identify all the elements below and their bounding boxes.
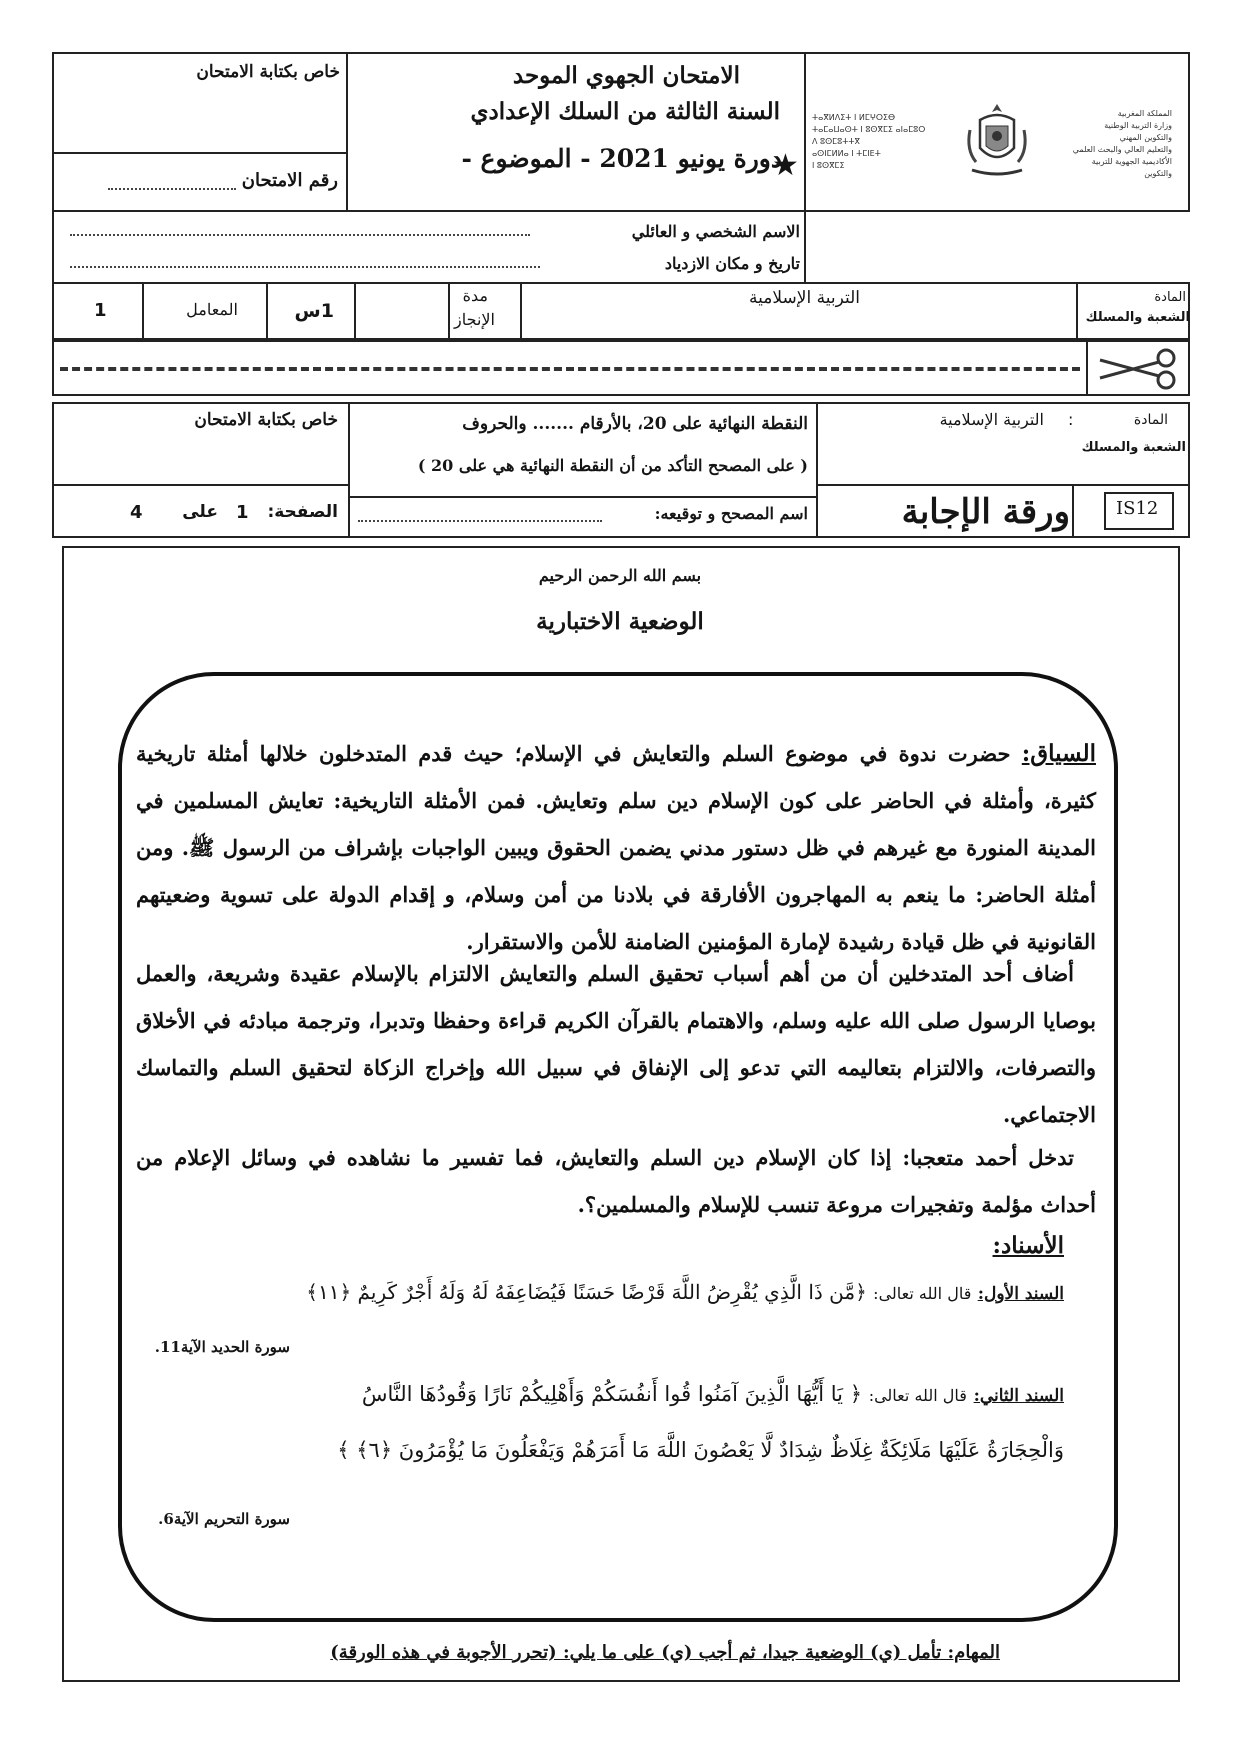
source-1-label: السند الأول: [977, 1284, 1064, 1304]
grader-signature-field[interactable] [358, 520, 602, 522]
cut-dashed-line [60, 367, 1080, 371]
duration-label-1: مدة [462, 286, 488, 305]
exam-number-field[interactable] [108, 188, 236, 190]
office-use-label-answer: خاص بكتابة الامتحان [194, 410, 338, 430]
source-2-label: السند الثاني: [973, 1386, 1064, 1406]
office-use-label-top: خاص بكتابة الامتحان [196, 62, 340, 82]
basmala: بسم الله الرحمن الرحيم [538, 566, 702, 585]
coat-of-arms-icon [962, 100, 1032, 180]
sources-label: الأسناد: [992, 1232, 1064, 1259]
source-2-verse-b: وَالْحِجَارَةُ عَلَيْهَا مَلَائِكَةٌ غِلَاظٌ شِدَادٌ لَّا يَعْصُونَ اللَّهَ مَا أَمَرَهُمْ وَيَفْعَلُونَ مَا يُؤْمَرُونَ ﴿٦﴾ ﴾ [337, 1438, 1064, 1462]
source-1-ref: سورة الحديد الآية11. [154, 1338, 290, 1356]
grader-name-label: اسم المصحح و توقيعه: [654, 504, 808, 523]
ministry-text-ar: المملكة المغربية وزارة التربية الوطنية والتكوين المهني والتعليم العالي والبحث العلمي الأكاديمية الجهوية للتربية والتكوين [1072, 109, 1172, 178]
birth-field[interactable] [70, 266, 540, 268]
birth-label: تاريخ و مكان الازدياد [664, 254, 800, 273]
context-paragraph [136, 730, 1096, 965]
page-total: 4 [130, 502, 143, 523]
answer-sheet-title: ورقة الإجابة [901, 492, 1070, 532]
answer-subject-value: التربية الإسلامية [939, 410, 1044, 429]
context-text: حضرت ندوة في موضوع السلم والتعايش في الإسلام؛ حيث قدم المتدخلون خلالها أمثلة تاريخية كثيرة، وأمثلة في الحاضر على كون الإسلام دين سلم وتعايش. فمن الأمثلة التاريخية: تعايش المسلمين في المدينة المنورة مع غيرهم في ظل دستور مدني يضمن الحقوق ويبين الواجبات بإشراف من الرسول ﷺ. ومن أمثلة الحاضر: ما ينعم به المهاجرون الأفارقة في بلادنا من أمن وسلام، و إقدام الدولة على تسوية وضعيتهم القانونية في ظل قيادة رشيدة لإمارة المؤمنين الضامنة للأمن والاستقرار. [136, 741, 1096, 954]
page-current: 1 [236, 502, 249, 523]
star-icon: ★ [772, 148, 799, 183]
answer-stream-label: الشعبة والمسلك [1081, 440, 1186, 455]
paragraph-2: أضاف أحد المتدخلين أن من أهم أسباب تحقيق السلم والتعايش الالتزام بالإسلام عقيدة وشريعة، والعمل بوصايا الرسول صلى الله عليه وسلم، والاهتمام بالقرآن الكريم قراءة وحفظا وتدبرا، وترجمة مبادئه في الأخلاق والتصرفات، والالتزام بتعاليمه التي تدعو إلى الإنفاق في سبيل الله وإخراج الزكاة لتحقيق السلم والتماسك الاجتماعي. [136, 961, 1096, 1127]
tasks-line: المهام: تأمل (ي) الوضعية جيدا، ثم أجب (ي) على ما يلي: (تحرر الأجوبة في هذه الورقة) [330, 1642, 1000, 1663]
exam-title-line-1: الامتحان الجهوي الموحد [512, 62, 740, 89]
source-1-verse: ﴿مَّن ذَا الَّذِي يُقْرِضُ اللَّهَ قَرْضًا حَسَنًا فَيُضَاعِفَهُ لَهُ وَلَهُ أَجْرٌ كَرِيمٌ ﴿١١﴾ [306, 1280, 867, 1304]
paragraph-3: تدخل أحمد متعجبا: إذا كان الإسلام دين السلم والتعايش، فما تفسير ما نشاهده في وسائل الإعلام من أحداث مؤلمة وتفجيرات مروعة تنسب للإسلام والمسلمين؟. [136, 1145, 1096, 1217]
page-of: على [182, 502, 218, 522]
exam-title-line-2: السنة الثالثة من السلك الإعدادي [470, 98, 780, 125]
full-name-field[interactable] [70, 234, 530, 236]
session-line: دورة يونيو 2021 - الموضوع - [461, 144, 782, 173]
exam-number-label: رقم الامتحان [241, 170, 338, 191]
grader-note: ( على المصحح التأكد من أن النقطة النهائية هي على 20 ) [417, 456, 808, 475]
coefficient-value: 1 [94, 300, 107, 321]
final-grade-label: النقطة النهائية على 20، بالأرقام ....... والحروف [462, 414, 808, 434]
subject-label: المادة [1154, 290, 1186, 305]
answer-subject-colon: : [1068, 410, 1074, 429]
source-1 [124, 1280, 1064, 1304]
scissors-icon [1096, 348, 1180, 394]
source-1-intro: قال الله تعالى: [873, 1284, 972, 1303]
source-2-verse-a: ﴿ يَا أَيُّهَا الَّذِينَ آمَنُوا قُوا أَنفُسَكُمْ وَأَهْلِيكُمْ نَارًا وَقُودُهَا النَّاسُ [361, 1382, 863, 1406]
page-label: الصفحة: [267, 502, 338, 522]
source-2-ref: سورة التحريم الآية6. [158, 1510, 290, 1528]
full-name-label: الاسم الشخصي و العائلي [631, 222, 800, 241]
source-2-intro: قال الله تعالى: [868, 1386, 967, 1405]
duration-label-2: الإنجاز [454, 310, 495, 329]
answer-subject-label: المادة [1133, 412, 1168, 428]
ministry-text-tifinagh: ⵜⴰⴳⵍⴷⵉⵜ ⵏ ⵍⵎⵖⵔⵉⴱ ⵜⴰⵎⴰⵡⴰⵙⵜ ⵏ ⵓⵙⴳⵎⵉ ⴰⵏⴰⵎⵓⵔ ⴷ ⵓⵙⵎⵓⵜⵜⴳ ⴰⵙⵏⵎⵍⵍⴰ ⵏ ⵜⵎⵏⴹⵜ ⵏ ⵓⵙⴳⵎⵉ [812, 113, 926, 170]
duration-value: 1س [294, 300, 334, 322]
source-2-line-1 [124, 1382, 1064, 1406]
coefficient-label: المعامل [186, 300, 238, 319]
answer-sheet-code: IS12 [1116, 498, 1159, 519]
subject-value: التربية الإسلامية [749, 288, 860, 308]
context-label: السياق: [1021, 740, 1096, 767]
stream-label: الشعبة والمسلك [1085, 310, 1190, 325]
section-title: الوضعية الاختبارية [536, 608, 704, 635]
